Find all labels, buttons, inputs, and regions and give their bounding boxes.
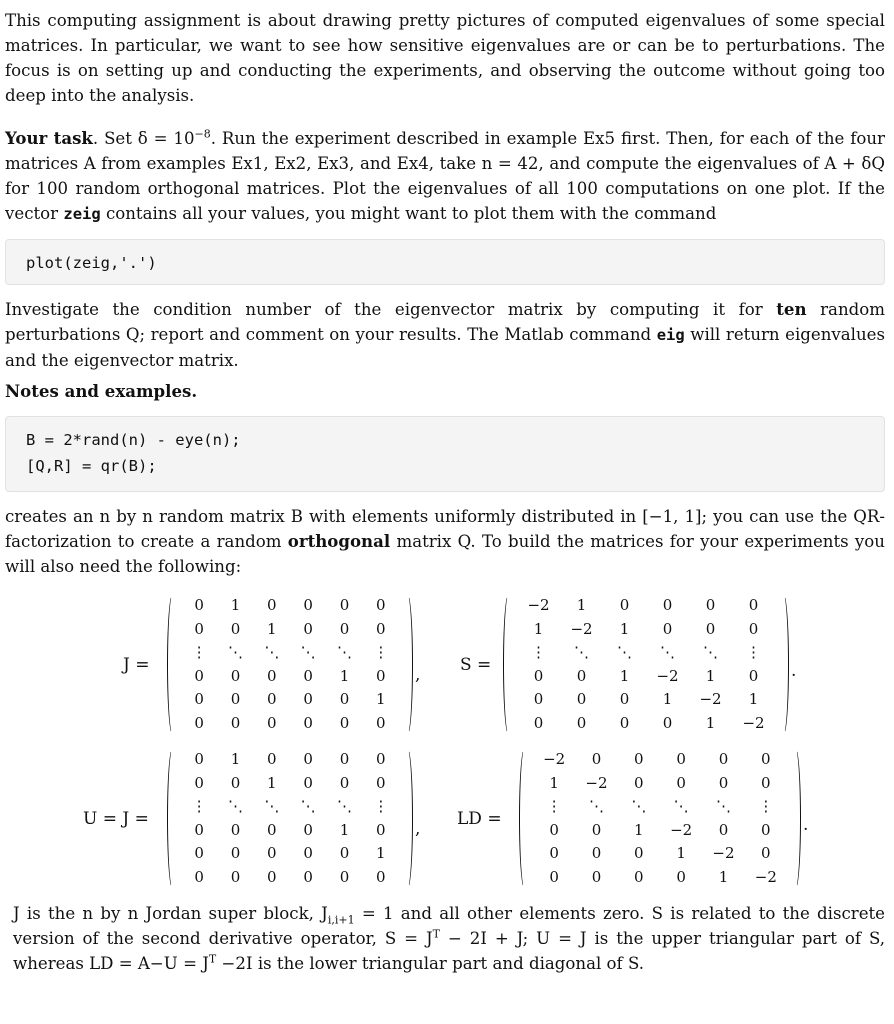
comma-1: , — [415, 665, 421, 685]
matrix-cell: ⋱ — [336, 797, 352, 815]
matrix-cell: ⋮ — [546, 797, 562, 815]
matrix-cell: 0 — [634, 844, 644, 862]
zeig-code: zeig — [63, 205, 101, 223]
matrix-cell: 0 — [303, 666, 313, 685]
matrix-cell: 0 — [619, 713, 630, 732]
matrix-cell: 0 — [634, 750, 644, 768]
matrix-cell: 0 — [267, 820, 277, 839]
matrix-cell: ⋱ — [574, 643, 589, 661]
final-text-2: = 1 and all other elements zero. S is related to the discrete version of the second derivative operator, S = J — [13, 904, 886, 948]
matrix-cell: 0 — [267, 713, 277, 732]
matrix-cell: 0 — [376, 773, 386, 792]
u-j-label: U = J = — [83, 809, 149, 829]
matrix-cell: 1 — [267, 619, 277, 638]
final-text-1: J is the n by n Jordan super block, J — [13, 904, 328, 923]
investigate-text-3: will return eigenvalues and the eigenvector matrix. — [5, 325, 886, 370]
task-exponent: −8 — [194, 127, 211, 141]
matrix-cell: 0 — [662, 713, 673, 732]
left-paren-icon — [503, 594, 514, 735]
matrix-cell: 0 — [194, 619, 204, 638]
matrix-cell: 1 — [576, 596, 587, 614]
matrix-cell: 0 — [718, 773, 729, 792]
task-text-2: . Run the experiment described in example Ex5 first. Then, for each of the four matrices A from examples Ex1, Ex2, Ex3, and Ex4, take n = 42, and compute the eigenvalues of A + δQ for 100 random orthogonal matrices. Plot the eigenvalues of all 100 computations on one plot. If the vector — [5, 129, 885, 223]
matrix-cell: 0 — [194, 773, 204, 792]
matrix-cell: 0 — [634, 773, 644, 792]
matrix-cell: 0 — [303, 773, 313, 792]
matrix-cell: 0 — [230, 666, 241, 685]
matrix-cell: 0 — [376, 619, 386, 638]
matrix-cell: ⋱ — [588, 797, 604, 815]
matrix-cell: ⋱ — [660, 643, 675, 661]
matrix-cell: ⋱ — [300, 797, 316, 815]
matrix-cell: −2 — [543, 750, 566, 768]
matrix-cell: 0 — [634, 867, 644, 886]
matrix-cell: 0 — [303, 820, 313, 839]
matrix-cell: 1 — [549, 773, 559, 792]
matrix-cell: 0 — [194, 750, 204, 768]
matrix-cell: 0 — [549, 867, 559, 886]
matrix-cell: 0 — [533, 690, 544, 708]
creates-text-1: creates an n by n random matrix B with elements uniformly distributed in [−1, 1]; you can use the QR-factorization to create a random — [5, 507, 885, 551]
matrix-cell: 1 — [533, 619, 544, 638]
task-text-1: . Set δ = 10 — [92, 129, 195, 148]
matrix-cell: 1 — [376, 690, 386, 708]
matrix-cell: 0 — [761, 773, 771, 792]
matrix-cell: 0 — [303, 750, 313, 768]
matrix-cell: 0 — [194, 844, 204, 862]
matrix-cell: −2 — [670, 820, 693, 839]
matrix-row-2 — [5, 745, 885, 897]
matrix-cell: 0 — [230, 844, 241, 862]
task-text-3: contains all your values, you might want to plot them with the command — [100, 204, 717, 223]
matrix-cell: 1 — [748, 690, 759, 708]
matrix-cell: ⋱ — [673, 797, 689, 815]
matrix-cell: 0 — [267, 666, 277, 685]
matrix-cell: 0 — [549, 844, 559, 862]
matrix-cell: −2 — [754, 867, 777, 886]
matrix-cell: 0 — [576, 690, 587, 708]
matrix-cell: 0 — [376, 713, 386, 732]
matrix-cell: 0 — [718, 820, 729, 839]
matrix-cell: 0 — [591, 750, 602, 768]
matrix-j — [181, 594, 399, 735]
matrix-cell: 0 — [339, 713, 350, 732]
matrix-cell: 0 — [230, 820, 241, 839]
matrix-cell: ⋮ — [373, 643, 389, 661]
qr-code-block — [5, 416, 885, 492]
left-paren-icon — [519, 748, 530, 889]
matrix-cell: 0 — [267, 844, 277, 862]
ld-label: LD = — [457, 809, 502, 829]
task-label: Your task — [5, 128, 93, 148]
matrix-cell: 0 — [194, 713, 204, 732]
matrix-cell: 0 — [339, 690, 350, 708]
matrix-cell: 0 — [194, 820, 204, 839]
matrix-cell: 1 — [619, 666, 630, 685]
matrix-cell: ⋮ — [531, 643, 546, 661]
code-line-1: B = 2*rand(n) - eye(n); — [26, 431, 241, 449]
matrix-cell: 0 — [230, 619, 241, 638]
matrix-cell: 0 — [194, 867, 204, 886]
matrix-cell: ⋮ — [191, 643, 207, 661]
comma-2: , — [415, 819, 421, 839]
matrix-cell: 1 — [376, 844, 386, 862]
matrix-cell: 0 — [676, 867, 686, 886]
matrix-cell: 1 — [705, 713, 716, 732]
matrix-cell: ⋱ — [617, 643, 632, 661]
matrix-cell: 1 — [230, 750, 241, 768]
matrix-cell: ⋱ — [227, 797, 243, 815]
matrix-cell: 0 — [339, 773, 350, 792]
creates-text-2: matrix Q. To build the matrices for your experiments you will also need the following: — [5, 532, 885, 576]
matrix-cell: −2 — [742, 713, 765, 732]
matrix-cell: 1 — [718, 867, 729, 886]
final-text-3: − 2I + J; U = J is the upper triangular part of S, whereas LD = A−U = J — [13, 929, 885, 973]
investigate-bold: ten — [776, 299, 807, 319]
final-subscript: i,i+1 — [327, 913, 355, 927]
final-superscript-1: T — [432, 927, 441, 941]
matrix-cell: 0 — [230, 690, 241, 708]
j-label: J = — [123, 655, 150, 675]
matrix-cell: −2 — [699, 690, 722, 708]
matrix-cell: 0 — [533, 713, 544, 732]
left-paren-icon — [167, 594, 178, 735]
matrix-s — [517, 594, 775, 735]
intro-paragraph: This computing assignment is about drawing pretty pictures of computed eigenvalues of some special matrices. In particular, we want to see how sensitive eigenvalues are or can be to perturbations. The focus is on setting up and conducting the experiments, and observing the outcome without going too deep into the analysis. — [5, 11, 885, 105]
matrix-cell: −2 — [570, 619, 593, 638]
matrix-cell: 0 — [194, 690, 204, 708]
matrix-cell: 0 — [576, 713, 587, 732]
matrix-cell: 0 — [267, 867, 277, 886]
period-2: . — [803, 815, 809, 835]
matrix-ld — [533, 748, 787, 889]
matrix-cell: 0 — [576, 666, 587, 685]
right-paren-icon — [778, 594, 789, 735]
matrix-cell: ⋱ — [264, 797, 280, 815]
matrix-cell: 0 — [230, 773, 241, 792]
final-text-4: −2I is the lower triangular part and diagonal of S. — [216, 954, 645, 973]
matrix-cell: 1 — [619, 619, 630, 638]
matrix-cell: 0 — [376, 867, 386, 886]
matrix-cell: 0 — [662, 596, 673, 614]
matrix-cell: 0 — [761, 820, 771, 839]
matrix-cell: 1 — [676, 844, 686, 862]
matrix-cell: 0 — [230, 867, 241, 886]
investigate-text-1: Investigate the condition number of the eigenvector matrix by computing it for — [5, 300, 777, 319]
matrix-cell: ⋱ — [264, 643, 280, 661]
matrix-cell: 1 — [705, 666, 716, 685]
period-1: . — [791, 661, 797, 681]
matrix-cell: 1 — [339, 820, 350, 839]
task-paragraph — [5, 126, 885, 227]
matrix-cell: 0 — [662, 619, 673, 638]
left-paren-icon — [167, 748, 178, 889]
matrix-cell: 0 — [619, 596, 630, 614]
matrix-cell: ⋮ — [758, 797, 774, 815]
matrix-cell: 0 — [267, 750, 277, 768]
matrix-cell: 0 — [549, 820, 559, 839]
matrix-cell: ⋱ — [300, 643, 316, 661]
final-paragraph — [5, 901, 885, 976]
creates-paragraph — [5, 504, 885, 579]
matrix-cell: 0 — [591, 820, 602, 839]
matrix-cell: 0 — [761, 844, 771, 862]
matrix-cell: 0 — [339, 750, 350, 768]
matrix-cell: ⋱ — [715, 797, 731, 815]
matrix-cell: 0 — [339, 844, 350, 862]
right-paren-icon — [402, 594, 413, 735]
matrix-cell: −2 — [712, 844, 735, 862]
plot-code-block: plot(zeig,'.') — [5, 239, 885, 285]
matrix-cell: 0 — [591, 844, 602, 862]
matrix-cell: 0 — [591, 867, 602, 886]
matrix-cell: 1 — [267, 773, 277, 792]
matrix-cell: 0 — [339, 619, 350, 638]
matrix-cell: ⋱ — [631, 797, 647, 815]
matrix-cell: 0 — [194, 596, 204, 614]
matrix-cell: ⋱ — [703, 643, 718, 661]
matrix-u — [181, 748, 399, 889]
matrix-cell: ⋮ — [373, 797, 389, 815]
notes-heading: Notes and examples. — [5, 381, 198, 401]
matrix-cell: 0 — [194, 666, 204, 685]
matrix-cell: −2 — [527, 596, 550, 614]
matrix-cell: 0 — [705, 596, 716, 614]
matrix-cell: 0 — [230, 713, 241, 732]
matrix-cell: 0 — [267, 596, 277, 614]
matrix-cell: 0 — [339, 596, 350, 614]
matrix-cell: 0 — [303, 867, 313, 886]
matrix-cell: 0 — [303, 596, 313, 614]
s-label: S = — [460, 655, 492, 675]
document-page — [5, 8, 885, 976]
matrix-cell: −2 — [585, 773, 608, 792]
matrix-cell: 0 — [376, 820, 386, 839]
matrix-cell: 0 — [676, 773, 686, 792]
matrix-cell: 0 — [339, 867, 350, 886]
matrix-cell: 0 — [718, 750, 729, 768]
investigate-paragraph — [5, 297, 885, 373]
matrix-cell: 0 — [533, 666, 544, 685]
creates-bold: orthogonal — [287, 531, 391, 551]
matrix-cell: 1 — [662, 690, 673, 708]
matrix-cell: 0 — [303, 844, 313, 862]
eig-code: eig — [656, 326, 685, 344]
matrix-cell: 0 — [376, 596, 386, 614]
investigate-text-2: random perturbations Q; report and comment on your results. The Matlab command — [5, 300, 885, 344]
matrix-row-1 — [5, 591, 885, 743]
matrix-cell: 0 — [761, 750, 771, 768]
matrix-cell: 0 — [748, 619, 759, 638]
matrix-cell: 1 — [634, 820, 644, 839]
final-superscript-2: T — [208, 952, 217, 966]
matrix-cell: ⋱ — [227, 643, 243, 661]
right-paren-icon — [790, 748, 801, 889]
matrix-cell: ⋱ — [336, 643, 352, 661]
matrix-cell: 0 — [303, 713, 313, 732]
matrix-cell: 0 — [303, 619, 313, 638]
matrix-cell: 1 — [230, 596, 241, 614]
matrix-cell: 0 — [267, 690, 277, 708]
matrix-cell: 0 — [619, 690, 630, 708]
matrix-cell: −2 — [656, 666, 679, 685]
matrix-cell: 0 — [376, 666, 386, 685]
matrix-cell: 0 — [303, 690, 313, 708]
code-line-2: [Q,R] = qr(B); — [26, 457, 157, 475]
matrix-cell: 0 — [748, 596, 759, 614]
matrix-cell: 0 — [748, 666, 759, 685]
matrix-cell: 1 — [339, 666, 350, 685]
matrix-cell: ⋮ — [746, 643, 761, 661]
right-paren-icon — [402, 748, 413, 889]
matrix-cell: ⋮ — [191, 797, 207, 815]
matrix-cell: 0 — [705, 619, 716, 638]
matrix-cell: 0 — [376, 750, 386, 768]
matrix-cell: 0 — [676, 750, 686, 768]
